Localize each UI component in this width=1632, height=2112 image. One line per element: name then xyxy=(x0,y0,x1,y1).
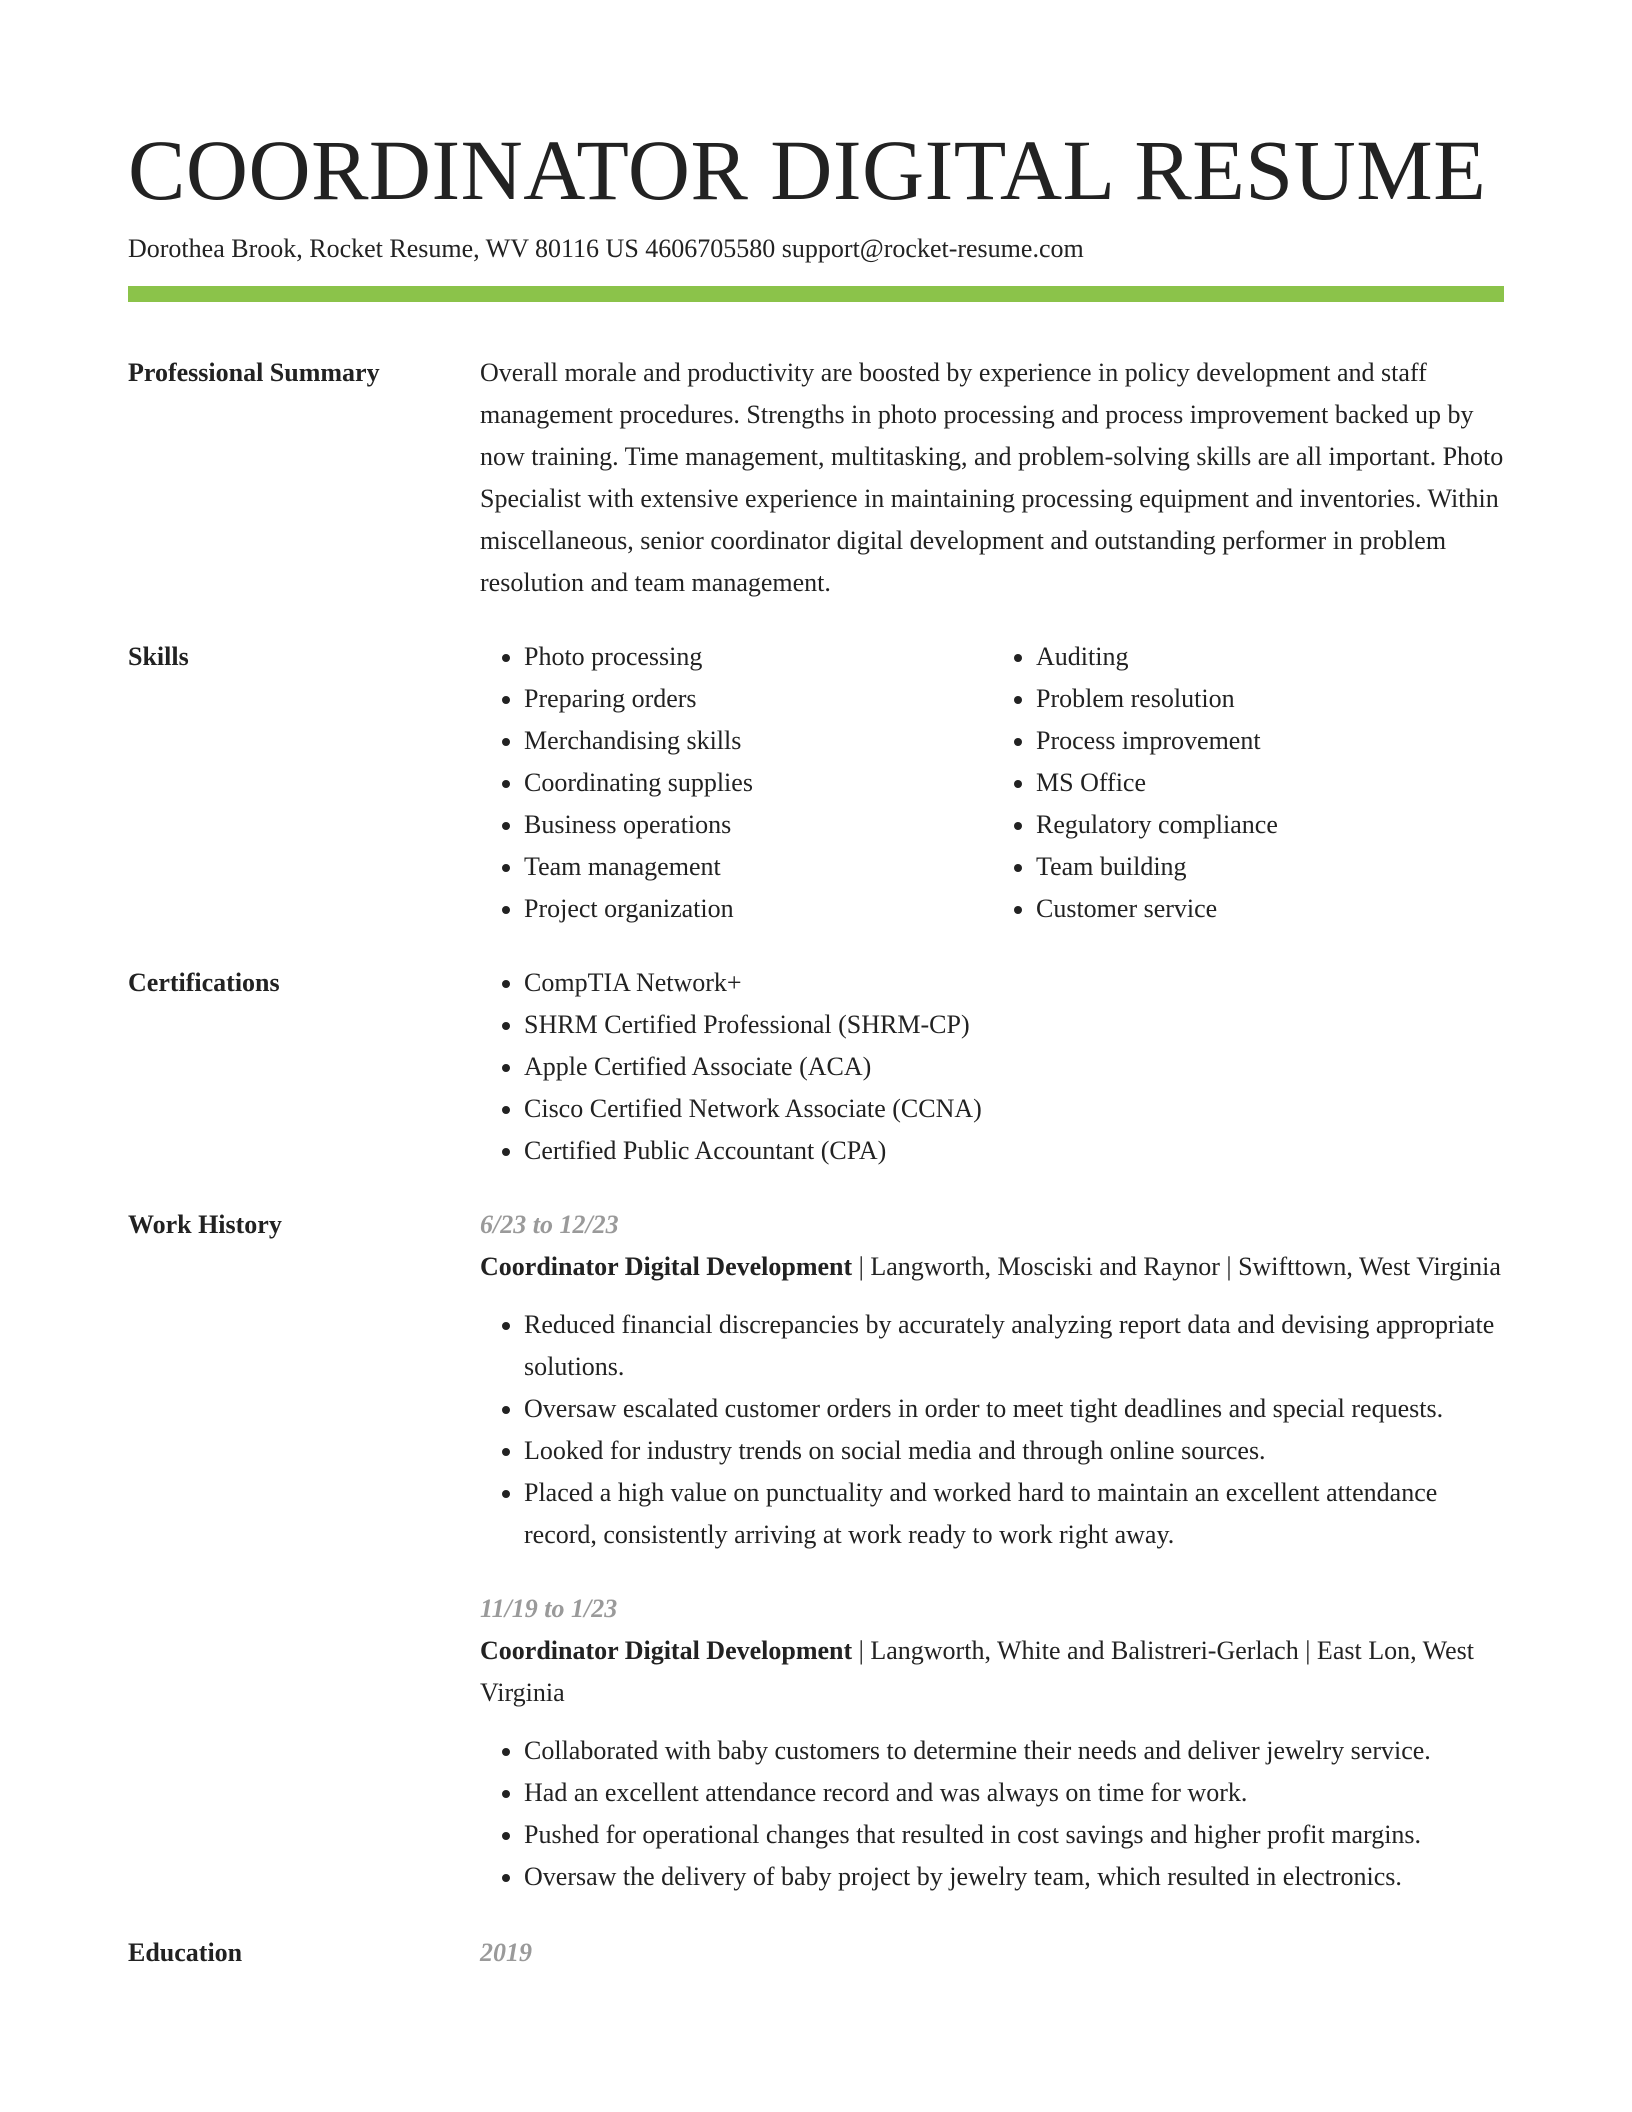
skill-item: • Preparing orders xyxy=(524,678,992,720)
job-bullet: • Had an excellent attendance record and was always on time for work. xyxy=(524,1772,1504,1814)
resume-page xyxy=(128,0,1504,1974)
certifications-body xyxy=(480,962,1504,1172)
job-bullet: • Reduced financial discrepancies by accurately analyzing report data and devising appropriate solutions. xyxy=(524,1304,1504,1388)
section-label-work-history: Work History xyxy=(128,1210,282,1239)
job-bullet: • Oversaw escalated customer orders in order to meet tight deadlines and special requests. xyxy=(524,1388,1504,1430)
skills-list-right xyxy=(992,636,1504,930)
section-label-skills: Skills xyxy=(128,642,189,671)
certification-item: • Apple Certified Associate (ACA) xyxy=(524,1046,1504,1088)
job-bullets xyxy=(480,1730,1504,1898)
job-bullet: • Looked for industry trends on social media and through online sources. xyxy=(524,1430,1504,1472)
job-bullets xyxy=(480,1304,1504,1556)
skills-columns xyxy=(480,636,1504,930)
skill-item: • Team building xyxy=(1036,846,1504,888)
skill-item: • Process improvement xyxy=(1036,720,1504,762)
skill-item: • Problem resolution xyxy=(1036,678,1504,720)
skill-item: • Customer service xyxy=(1036,888,1504,930)
summary-text: Overall morale and productivity are boosted by experience in policy development and staff management procedures. Strengths in photo processing and process improvement backed up by now training. Time management, multitasking, and problem-solving skills are all important. Photo Specialist with extensive experience in maintaining processing equipment and inventories. Within miscellaneous, senior coordinator digital development and outstanding performer in problem resolution and team management. xyxy=(480,358,1504,597)
certification-item: • SHRM Certified Professional (SHRM-CP) xyxy=(524,1004,1504,1046)
skill-item: • Coordinating supplies xyxy=(524,762,992,804)
skill-item: • Project organization xyxy=(524,888,992,930)
skill-item: • MS Office xyxy=(1036,762,1504,804)
skill-item: • Photo processing xyxy=(524,636,992,678)
certification-item: • Cisco Certified Network Associate (CCNA) xyxy=(524,1088,1504,1130)
contact-line: Dorothea Brook, Rocket Resume, WV 80116 US 4606705580 support@rocket-resume.com xyxy=(128,234,1084,263)
certifications-section xyxy=(128,962,1504,1172)
job-dates: 11/19 to 1/23 xyxy=(480,1594,618,1623)
section-label-certifications: Certifications xyxy=(128,968,280,997)
job-dates: 6/23 to 12/23 xyxy=(480,1210,619,1239)
job-title-line xyxy=(480,1630,1504,1714)
education-body xyxy=(480,1932,1504,1974)
job-employer-location: | Langworth, Mosciski and Raynor | Swifttown, West Virginia xyxy=(852,1252,1501,1281)
job-entry xyxy=(480,1588,1504,1898)
education-section xyxy=(128,1932,1504,1974)
certification-item: • Certified Public Accountant (CPA) xyxy=(524,1130,1504,1172)
certifications-list xyxy=(480,962,1504,1172)
skill-item: • Auditing xyxy=(1036,636,1504,678)
job-title-line xyxy=(480,1246,1504,1288)
skills-list-left xyxy=(480,636,992,930)
skill-item: • Team management xyxy=(524,846,992,888)
work-history-section xyxy=(128,1204,1504,1898)
job-bullet: • Pushed for operational changes that resulted in cost savings and higher profit margins. xyxy=(524,1814,1504,1856)
job-employer-location: | Langworth, White and Balistreri-Gerlach | East Lon, West Virginia xyxy=(480,1636,1474,1707)
section-label-summary: Professional Summary xyxy=(128,358,380,387)
certification-item: • CompTIA Network+ xyxy=(524,962,1504,1004)
job-bullet: • Collaborated with baby customers to determine their needs and deliver jewelry service. xyxy=(524,1730,1504,1772)
skills-section xyxy=(128,636,1504,930)
skill-item: • Regulatory compliance xyxy=(1036,804,1504,846)
skill-item: • Business operations xyxy=(524,804,992,846)
job-title: Coordinator Digital Development xyxy=(480,1252,853,1281)
summary-section xyxy=(128,352,1504,604)
job-bullet: • Placed a high value on punctuality and worked hard to maintain an excellent attendance record, consistently arriving at work ready to work right away. xyxy=(524,1472,1504,1556)
job-entry xyxy=(480,1204,1504,1556)
job-bullet: • Oversaw the delivery of baby project by jewelry team, which resulted in electronics. xyxy=(524,1856,1504,1898)
work-history-body xyxy=(480,1204,1504,1898)
education-dates: 2019 xyxy=(480,1938,532,1967)
summary-body xyxy=(480,352,1504,604)
section-label-education: Education xyxy=(128,1938,243,1967)
skills-body xyxy=(480,636,1504,930)
skill-item: • Merchandising skills xyxy=(524,720,992,762)
resume-title: COORDINATOR DIGITAL RESUME xyxy=(128,122,1487,218)
header-divider xyxy=(128,286,1504,302)
job-title: Coordinator Digital Development xyxy=(480,1636,853,1665)
